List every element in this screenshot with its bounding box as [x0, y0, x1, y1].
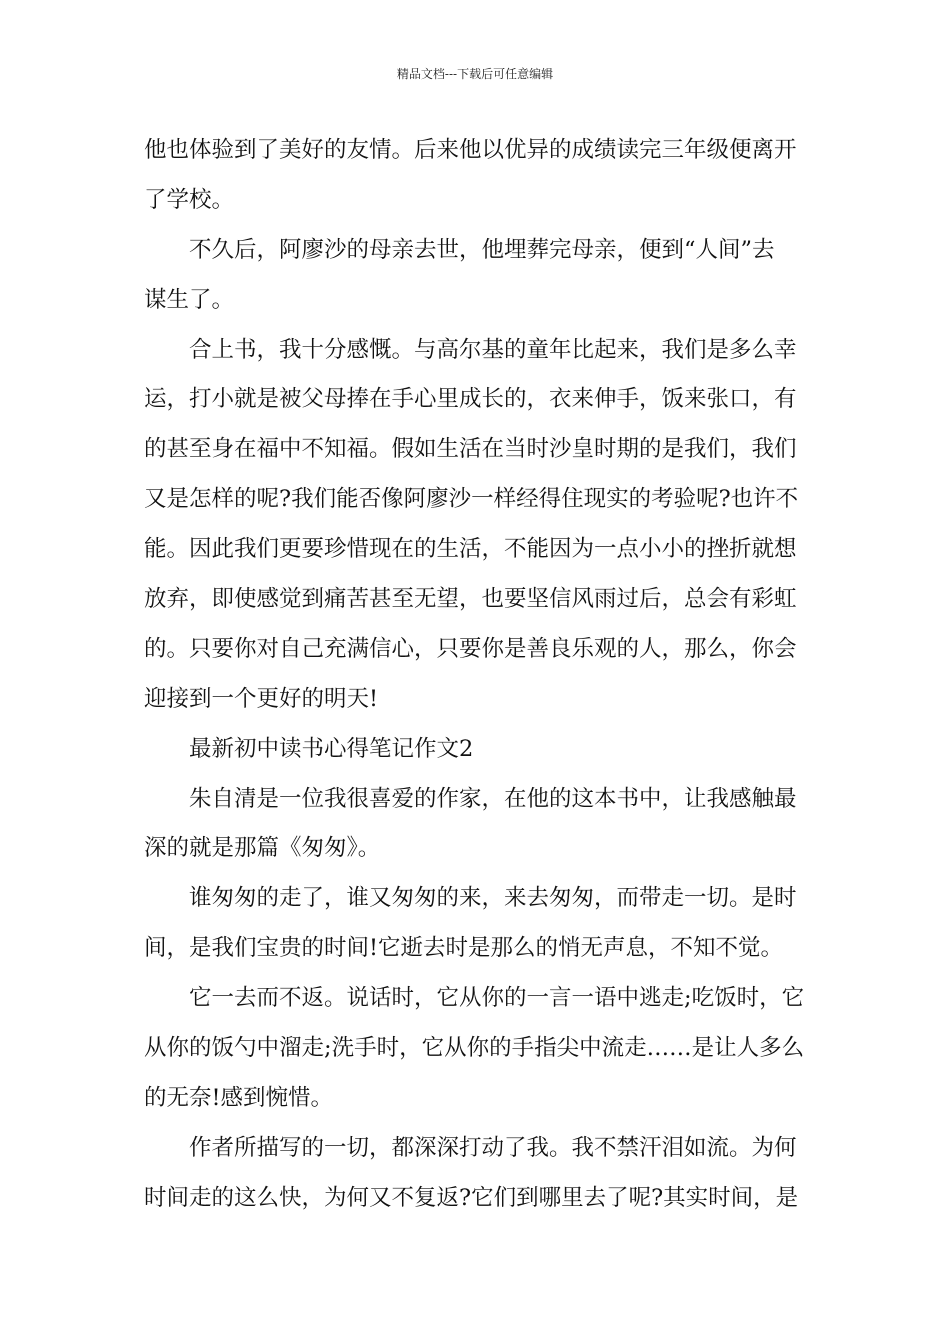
text-line: 作者所描写的一切，都深深打动了我。我不禁汗泪如流。为何	[189, 1134, 797, 1161]
text-line: 了学校。	[144, 186, 235, 213]
text-line: 的。只要你对自己充满信心，只要你是善良乐观的人，那么，你会	[144, 635, 797, 662]
text-line: 从你的饭勺中溜走;洗手时，它从你的手指尖中流走……是让人多么	[144, 1035, 805, 1062]
text-line: 运，打小就是被父母捧在手心里成长的，衣来伸手，饭来张口，有	[144, 386, 797, 413]
text-line: 迎接到一个更好的明天!	[144, 685, 379, 712]
text-line: 他也体验到了美好的友情。后来他以优异的成绩读完三年级便离开	[144, 137, 797, 163]
text-line: 谋生了。	[144, 286, 235, 313]
text-line: 放弃，即使感觉到痛苦甚至无望，也要坚信风雨过后，总会有彩虹	[144, 586, 797, 613]
text-line: 能。因此我们更要珍惜现在的生活，不能因为一点小小的挫折就想	[144, 536, 797, 563]
page-header: 精品文档---下载后可任意编辑	[396, 67, 554, 81]
text-line: 谁匆匆的走了，谁又匆匆的来，来去匆匆，而带走一切。是时	[189, 885, 797, 912]
text-line: 的甚至身在福中不知福。假如生活在当时沙皇时期的是我们，我们	[144, 436, 797, 463]
text-line: 深的就是那篇《匆匆》。	[144, 835, 381, 862]
text-line: 不久后，阿廖沙的母亲去世，他埋葬完母亲，便到“人间”去	[189, 236, 775, 263]
section-heading: 最新初中读书心得笔记作文2	[189, 735, 474, 762]
text-line: 它一去而不返。说话时，它从你的一言一语中逃走;吃饭时，它	[189, 985, 805, 1012]
text-line: 合上书，我十分感慨。与高尔基的童年比起来，我们是多么幸	[189, 336, 797, 363]
text-line: 朱自清是一位我很喜爱的作家，在他的这本书中，让我感触最	[189, 785, 797, 812]
document-body	[144, 126, 808, 1224]
text-line: 又是怎样的呢?我们能否像阿廖沙一样经得住现实的考验呢?也许不	[144, 486, 799, 513]
text-line: 时间走的这么快，为何又不复返?它们到哪里去了呢?其实时间，是	[144, 1184, 799, 1211]
text-line: 间，是我们宝贵的时间!它逝去时是那么的悄无声息，不知不觉。	[144, 935, 784, 962]
text-line: 的无奈!感到惋惜。	[144, 1084, 334, 1111]
